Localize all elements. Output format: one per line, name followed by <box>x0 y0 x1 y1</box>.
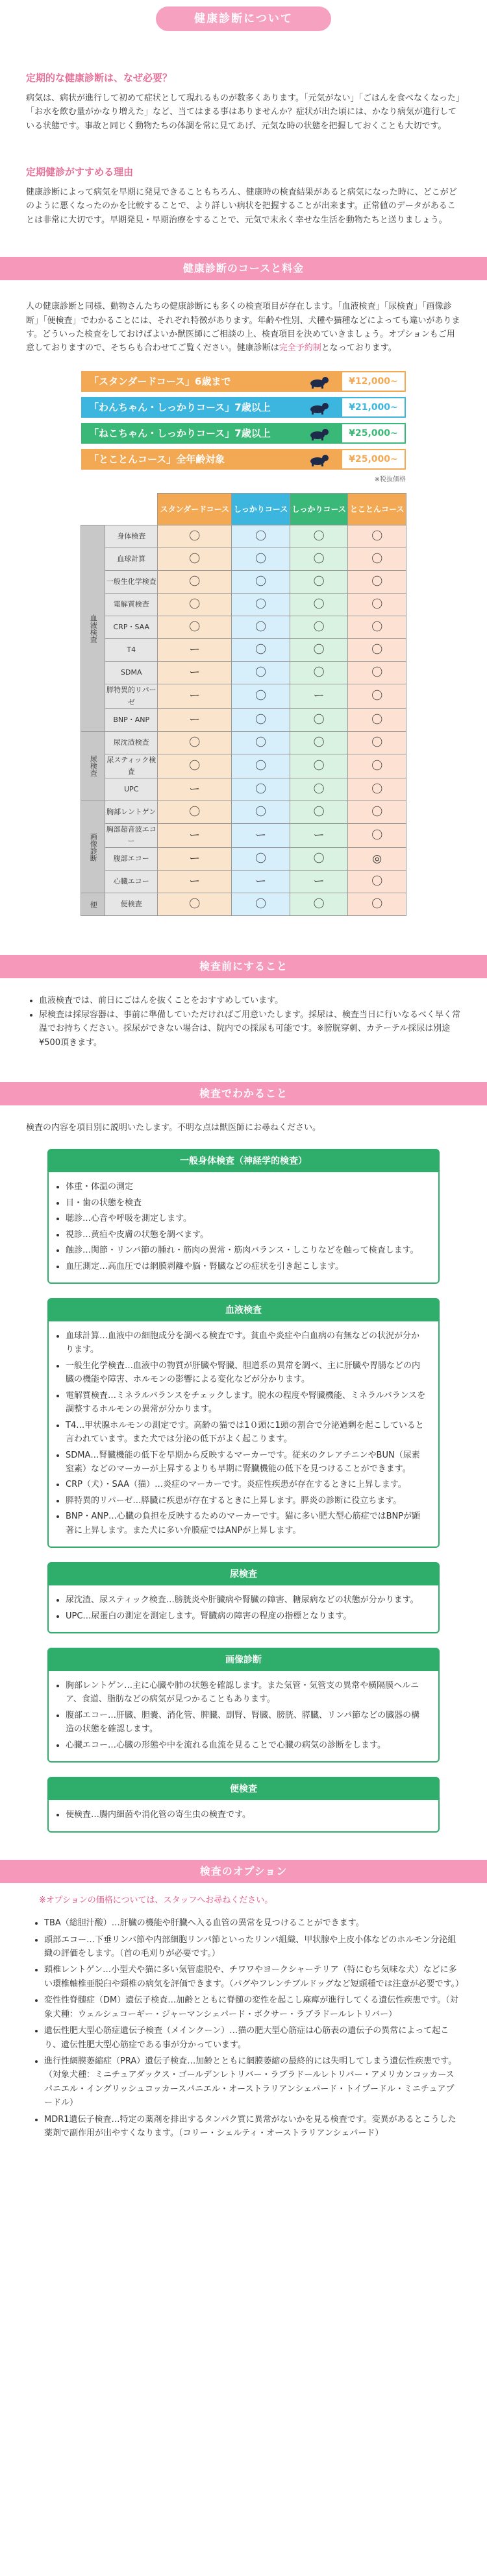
course-row <box>81 423 406 444</box>
table-mark: 〇 <box>290 639 348 662</box>
course-name: 「スタンダードコース」6歳まで <box>89 375 231 387</box>
finding-item: • 電解質検査…ミネラルバランスをチェックします。脱水の程度や腎臓機能、ミネラルバランスを調整するホルモンの異常が分かります。 <box>66 1389 427 1417</box>
finding-item: • 体重・体温の測定 <box>66 1180 427 1194</box>
table-mark: 〇 <box>232 754 290 778</box>
finding-item: • 便検査…腸内細菌や消化管の寄生虫の検査です。 <box>66 1808 427 1822</box>
option-item: • 頸椎レントゲン…小型犬や猫に多い気管虚脱や、チワワやヨークシャーテリア（特にむち気味な犬）などに多い環椎軸椎亜脱臼や頸椎の病気を評価できます。（パグやフレンチブルドッグなど短頭種では注意が必要です。） <box>44 1963 461 1991</box>
finding-box-title: 一般身体検査（神経学的検査） <box>49 1150 438 1172</box>
recommend-body: 健康診断によって病気を早期に発見できることもちろん、健康時の検査結果があると病気になった時に、どこがどのように悪くなったのかを比較することで、より詳しい病状を把握することが出来ます。正常値のデータがあることは非常に大切です。早期発見・早期治療をすることで、元気で末永く幸せな生活を動物たちと送りましょう。 <box>26 187 457 225</box>
finding-item: • 触診…関節・リンパ節の腫れ・筋肉の異常・筋肉バランス・しこりなどを触って検査します。 <box>66 1244 427 1257</box>
course-row <box>81 449 406 470</box>
table-mark: ◎ <box>348 848 406 871</box>
table-corner <box>81 494 105 525</box>
table-mark: 〇 <box>290 708 348 731</box>
finding-item: • 腹部エコー…肝臓、胆嚢、消化管、脾臓、副腎、腎臓、膀胱、膵臓、リンパ節などの臓器の構造の状態を確認します。 <box>66 1709 427 1737</box>
courses-body-text: 人の健康診断と同様、動物さんたちの健康診断にも多くの検査項目が存在します。「血液検査」「尿検査」「画像診断」「便検査」でわかることには、それぞれ特徴があります。年齢や性別、犬種や猫種などによっても違いがあります。どういった検査をしておけばよいか獣医師にご相談の上、検査項目を決めていきましょう。オプションもご用意しておりますので、そちらも合わせてご覧ください。健康診断は <box>26 302 460 354</box>
table-mark: 〇 <box>158 616 232 639</box>
finding-box <box>47 1777 440 1832</box>
finding-item: • 心臓エコー…心臓の形態や中を流れる血流を見ることで心臓の病気の診断をします。 <box>66 1739 427 1752</box>
table-row <box>81 754 406 778</box>
finding-box <box>47 1562 440 1633</box>
course-name: 「わんちゃん・しっかりコース」7歳以上 <box>89 401 271 413</box>
table-mark: 〇 <box>232 684 290 708</box>
table-mark: 〇 <box>290 548 348 571</box>
option-item: • MDR1遺伝子検査…特定の薬剤を排出するタンパク質に異常がないかを見る検査です。変異があるとこうした薬剤で副作用が出やすくなります。（コリー・シェルティ・オーストラリアンシェパード） <box>44 2113 461 2141</box>
courses-body-tail: となっております。 <box>321 343 397 354</box>
finding-box-title: 血液検査 <box>49 1299 438 1321</box>
table-item-label: 尿スティック検査 <box>105 754 158 778</box>
table-mark: ー <box>290 871 348 893</box>
table-mark: 〇 <box>232 800 290 823</box>
table-mark: 〇 <box>348 548 406 571</box>
prep-banner: 検査前にすること <box>0 955 487 978</box>
table-mark: 〇 <box>158 525 232 548</box>
table-mark: ー <box>232 823 290 847</box>
course-name: 「ねこちゃん・しっかりコース」7歳以上 <box>89 427 271 439</box>
table-mark: 〇 <box>348 684 406 708</box>
finding-box <box>47 1149 440 1284</box>
table-mark: ー <box>158 823 232 847</box>
table-mark: ー <box>158 684 232 708</box>
table-row <box>81 571 406 594</box>
finding-box-title: 便検査 <box>49 1778 438 1800</box>
finding-item: • CRP（犬）・SAA（猫）…炎症のマーカーです。炎症性疾患が存在するときに上昇します。 <box>66 1478 427 1491</box>
table-mark: 〇 <box>348 594 406 616</box>
finding-item: • 聴診…心音や呼吸を測定します。 <box>66 1212 427 1225</box>
table-item-label: CRP・SAA <box>105 616 158 639</box>
finding-list <box>66 1808 427 1822</box>
table-mark: 〇 <box>290 848 348 871</box>
table-item-label: 胸部超音波エコー <box>105 823 158 847</box>
finding-box-title: 尿検査 <box>49 1563 438 1585</box>
table-item-label: 心臓エコー <box>105 871 158 893</box>
table-mark: 〇 <box>348 525 406 548</box>
price-note: ※税抜価格 <box>374 475 406 483</box>
finding-item: • 膵特異的リパーゼ…膵臓に疾患が存在するときに上昇します。膵炎の診断に役立ちます。 <box>66 1494 427 1508</box>
table-mark: 〇 <box>290 594 348 616</box>
table-item-label: SDMA <box>105 662 158 684</box>
table-row <box>81 616 406 639</box>
table-row <box>81 731 406 754</box>
table-item-label: BNP・ANP <box>105 708 158 731</box>
course-row <box>81 397 406 418</box>
table-mark: 〇 <box>158 893 232 916</box>
table-group-label: 血液検査 <box>81 525 105 731</box>
table-row <box>81 662 406 684</box>
course-row <box>81 371 406 392</box>
table-row <box>81 823 406 847</box>
table-mark: 〇 <box>232 594 290 616</box>
table-mark: 〇 <box>232 893 290 916</box>
table-item-label: 血球計算 <box>105 548 158 571</box>
recommend-title: 定期健診がすすめる理由 <box>26 166 134 178</box>
table-mark: 〇 <box>232 662 290 684</box>
options-section <box>26 1894 464 2141</box>
table-mark: 〇 <box>232 639 290 662</box>
finding-item: • 視診…黄疸や皮膚の状態を調べます。 <box>66 1228 427 1242</box>
option-item: • 進行性網膜萎縮症（PRA）遺伝子検査…加齢とともに網膜萎縮の最終的には失明してしまう遺伝性疾患です。（対象犬種：ミニチュアダックス・ゴールデンレトリバー・ラブラドールレトリバー・アメリカンコッカースパニエル・イングリッシュコッカースパニエル・オーストラリアンシェパード・トイプードル・ミニチュアプードル） <box>44 2054 461 2110</box>
finding-list <box>66 1180 427 1273</box>
finding-item: • 目・歯の状態を検査 <box>66 1196 427 1210</box>
table-row <box>81 548 406 571</box>
finding-item: • 胸部レントゲン…主に心臓や肺の状態を確認します。また気管・気管支の異常や横隔膜ヘルニア、食道、脂肪などの病気が見つかることもあります。 <box>66 1679 427 1707</box>
table-header: スタンダードコース <box>158 494 232 525</box>
table-mark: 〇 <box>158 800 232 823</box>
table-corner <box>105 494 158 525</box>
table-mark: 〇 <box>158 754 232 778</box>
table-item-label: 胸部レントゲン <box>105 800 158 823</box>
table-mark: ー <box>158 778 232 800</box>
table-mark: 〇 <box>290 800 348 823</box>
table-item-label: 電解質検査 <box>105 594 158 616</box>
table-mark: 〇 <box>158 594 232 616</box>
table-mark: 〇 <box>290 616 348 639</box>
table-row <box>81 871 406 893</box>
dog-cat-icon <box>306 375 331 388</box>
table-item-label: T4 <box>105 639 158 662</box>
table-mark: ー <box>158 708 232 731</box>
finding-list <box>66 1593 427 1623</box>
table-mark: 〇 <box>232 571 290 594</box>
courses-body <box>26 300 461 355</box>
course-price: ¥25,000~ <box>341 449 406 470</box>
prep-item: • 血液検査では、前日にごはんを抜くことをおすすめしています。 <box>39 994 461 1007</box>
intro-body: 病気は、病状が進行して初めて症状として現れるものが数多くあります。「元気がない」「ごはんを食べなくなった」「お水を飲む量がかなり増えた」など、当てはまる事はありませんか？症状が出た頃には、かなり病気が進行している状態です。事故と同じく動物たちの体調を常に見てあげ、元気な時の状態を把握しておくことも大切です。 <box>26 93 460 131</box>
table-group-label: 画像診断 <box>81 800 105 893</box>
options-banner: 検査のオプション <box>0 1860 487 1883</box>
table-mark: ー <box>290 684 348 708</box>
options-note: ※オプションの価格については、スタッフへお尋ねください。 <box>39 1895 273 1905</box>
table-header: しっかりコース <box>290 494 348 525</box>
dog-icon <box>306 401 331 414</box>
table-mark: 〇 <box>232 848 290 871</box>
intro-title: 定期的な健康診断は、なぜ必要？ <box>26 72 173 84</box>
finding-box <box>47 1648 440 1763</box>
page-title-pill: 健康診断について <box>156 6 331 31</box>
table-mark: 〇 <box>348 871 406 893</box>
table-mark: ー <box>158 848 232 871</box>
table-row <box>81 684 406 708</box>
table-group-label: 便 <box>81 893 105 916</box>
table-mark: 〇 <box>290 778 348 800</box>
table-row <box>81 708 406 731</box>
findings-lead: 検査の内容を項目別に説明いたします。不明な点は獣医師にお尋ねください。 <box>26 1122 321 1133</box>
finding-box-title: 画像診断 <box>49 1649 438 1671</box>
table-row <box>81 800 406 823</box>
page-root <box>0 6 487 2150</box>
table-mark: ー <box>158 639 232 662</box>
table-mark: 〇 <box>232 731 290 754</box>
finding-item: • 尿沈渣、尿スティック検査…膀胱炎や肝臓病や腎臓の障害、糖尿病などの状態が分かります。 <box>66 1593 427 1607</box>
table-mark: 〇 <box>290 571 348 594</box>
table-item-label: 腹部エコー <box>105 848 158 871</box>
table-mark: 〇 <box>232 548 290 571</box>
table-mark: 〇 <box>158 731 232 754</box>
table-mark: ー <box>158 871 232 893</box>
prep-item: • 尿検査は採尿容器は、事前に準備していただければご用意いたします。採尿は、検査当日に行いなるべく早く常温でお持ちください。採尿ができない場合は、院内での採尿も可能です。※膀胱穿刺、カテーテル採尿は別途¥500頂きます。 <box>39 1008 461 1050</box>
finding-list <box>66 1679 427 1752</box>
finding-item: • 一般生化学検査…血液中の物質が肝臓や腎臓、胆道系の異常を調べ、主に肝臓や胃腸などの内臓の機能や障害、ホルモンの影響による変化などが分かります。 <box>66 1359 427 1387</box>
prep-list <box>39 994 461 1050</box>
table-item-label: 尿沈渣検査 <box>105 731 158 754</box>
table-mark: 〇 <box>348 639 406 662</box>
table-mark: 〇 <box>290 525 348 548</box>
option-item: • 遺伝性肥大型心筋症遺伝子検査（メインクーン）…猫の肥大型心筋症は心筋表の遺伝子の異常によって起こり、遺伝性肥大型心筋症である事が分かっています。 <box>44 2024 461 2052</box>
table-mark: 〇 <box>232 778 290 800</box>
table-mark: 〇 <box>348 823 406 847</box>
table-row <box>81 778 406 800</box>
table-header: とことんコース <box>348 494 406 525</box>
options-list <box>44 1916 464 2141</box>
course-comparison-table <box>81 493 406 916</box>
table-mark: 〇 <box>348 708 406 731</box>
course-price: ¥12,000~ <box>341 371 406 392</box>
table-mark: 〇 <box>158 571 232 594</box>
course-name: 「とことんコース」全年齢対象 <box>89 453 225 465</box>
table-mark: 〇 <box>348 778 406 800</box>
table-item-label: UPC <box>105 778 158 800</box>
table-mark: ー <box>158 662 232 684</box>
table-mark: 〇 <box>348 893 406 916</box>
finding-item: • 血球計算…血液中の細胞成分を調べる検査です。貧血や炎症や白血病の有無などの状況が分かります。 <box>66 1329 427 1357</box>
finding-item: • 血圧測定…高血圧では網膜剥離や脳・腎臓などの症状を引き起こします。 <box>66 1260 427 1273</box>
table-row <box>81 525 406 548</box>
table-mark: 〇 <box>348 731 406 754</box>
table-mark: 〇 <box>348 800 406 823</box>
table-item-label: 身体検査 <box>105 525 158 548</box>
table-row <box>81 594 406 616</box>
finding-box <box>47 1298 440 1548</box>
table-mark: 〇 <box>158 548 232 571</box>
courses-banner: 健康診断のコースと料金 <box>0 257 487 280</box>
option-item: • 頭部エコー…下垂リンパ節や内部細胞リンパ節といったリンパ組織、甲状腺や上皮小体などのホルモン分泌組織の評価をします。（首の毛刈りが必要です。） <box>44 1933 461 1961</box>
table-mark: 〇 <box>290 731 348 754</box>
finding-item: • T4…甲状腺ホルモンの測定です。高齢の猫では1０頭に1頭の割合で分泌過剰を起こしていると言われています。また犬では分泌の低下がよく起こります。 <box>66 1419 427 1447</box>
table-mark: 〇 <box>232 616 290 639</box>
table-item-label: 膵特異的リパーゼ <box>105 684 158 708</box>
dog-cat-icon <box>306 453 331 466</box>
table-header: しっかりコース <box>232 494 290 525</box>
table-mark: 〇 <box>348 662 406 684</box>
table-mark: 〇 <box>290 893 348 916</box>
table-mark: 〇 <box>232 525 290 548</box>
course-list <box>81 371 406 470</box>
table-mark: 〇 <box>348 616 406 639</box>
option-item: • 変性性脊髄症（DM）遺伝子検査…加齢とともに脊髄の変性を起こし麻痺が進行してくる遺伝性疾患です。（対象犬種：ウェルシュコーギー・ジャーマンシェパード・ボクサー・ラブラドールレトリバー） <box>44 1993 461 2021</box>
table-mark: ー <box>232 871 290 893</box>
table-row <box>81 639 406 662</box>
courses-body-emph: 完全予約制 <box>279 343 321 354</box>
table-mark: ー <box>290 823 348 847</box>
finding-item: • UPC…尿蛋白の測定を測定します。腎臓病の障害の程度の指標となります。 <box>66 1609 427 1623</box>
table-row <box>81 848 406 871</box>
option-item: • TBA（総胆汁酸）…肝臓の機能や肝臓へ入る血管の異常を見つけることができます。 <box>44 1916 461 1930</box>
table-item-label: 一般生化学検査 <box>105 571 158 594</box>
finding-list <box>66 1329 427 1537</box>
table-mark: 〇 <box>290 662 348 684</box>
course-price: ¥21,000~ <box>341 397 406 418</box>
table-row <box>81 893 406 916</box>
table-mark: 〇 <box>348 754 406 778</box>
course-price: ¥25,000~ <box>341 423 406 444</box>
table-mark: 〇 <box>232 708 290 731</box>
table-item-label: 便検査 <box>105 893 158 916</box>
cat-icon <box>306 427 331 440</box>
table-group-label: 尿検査 <box>81 731 105 800</box>
findings-banner: 検査でわかること <box>0 1082 487 1105</box>
table-mark: 〇 <box>348 571 406 594</box>
finding-item: • SDMA…腎臓機能の低下を早期から反映するマーカーです。従来のクレアチニンやBUN（尿素窒素）などのマーカーが上昇するよりも早期に腎臓機能の低下を見つけることができます。 <box>66 1449 427 1476</box>
table-mark: 〇 <box>290 754 348 778</box>
finding-item: • BNP・ANP…心臓の負担を反映するためのマーカーです。猫に多い肥大型心筋症ではBNPが顕著に上昇します。また犬に多い弁膜症ではANPが上昇します。 <box>66 1510 427 1537</box>
findings-boxes <box>26 1149 461 1832</box>
